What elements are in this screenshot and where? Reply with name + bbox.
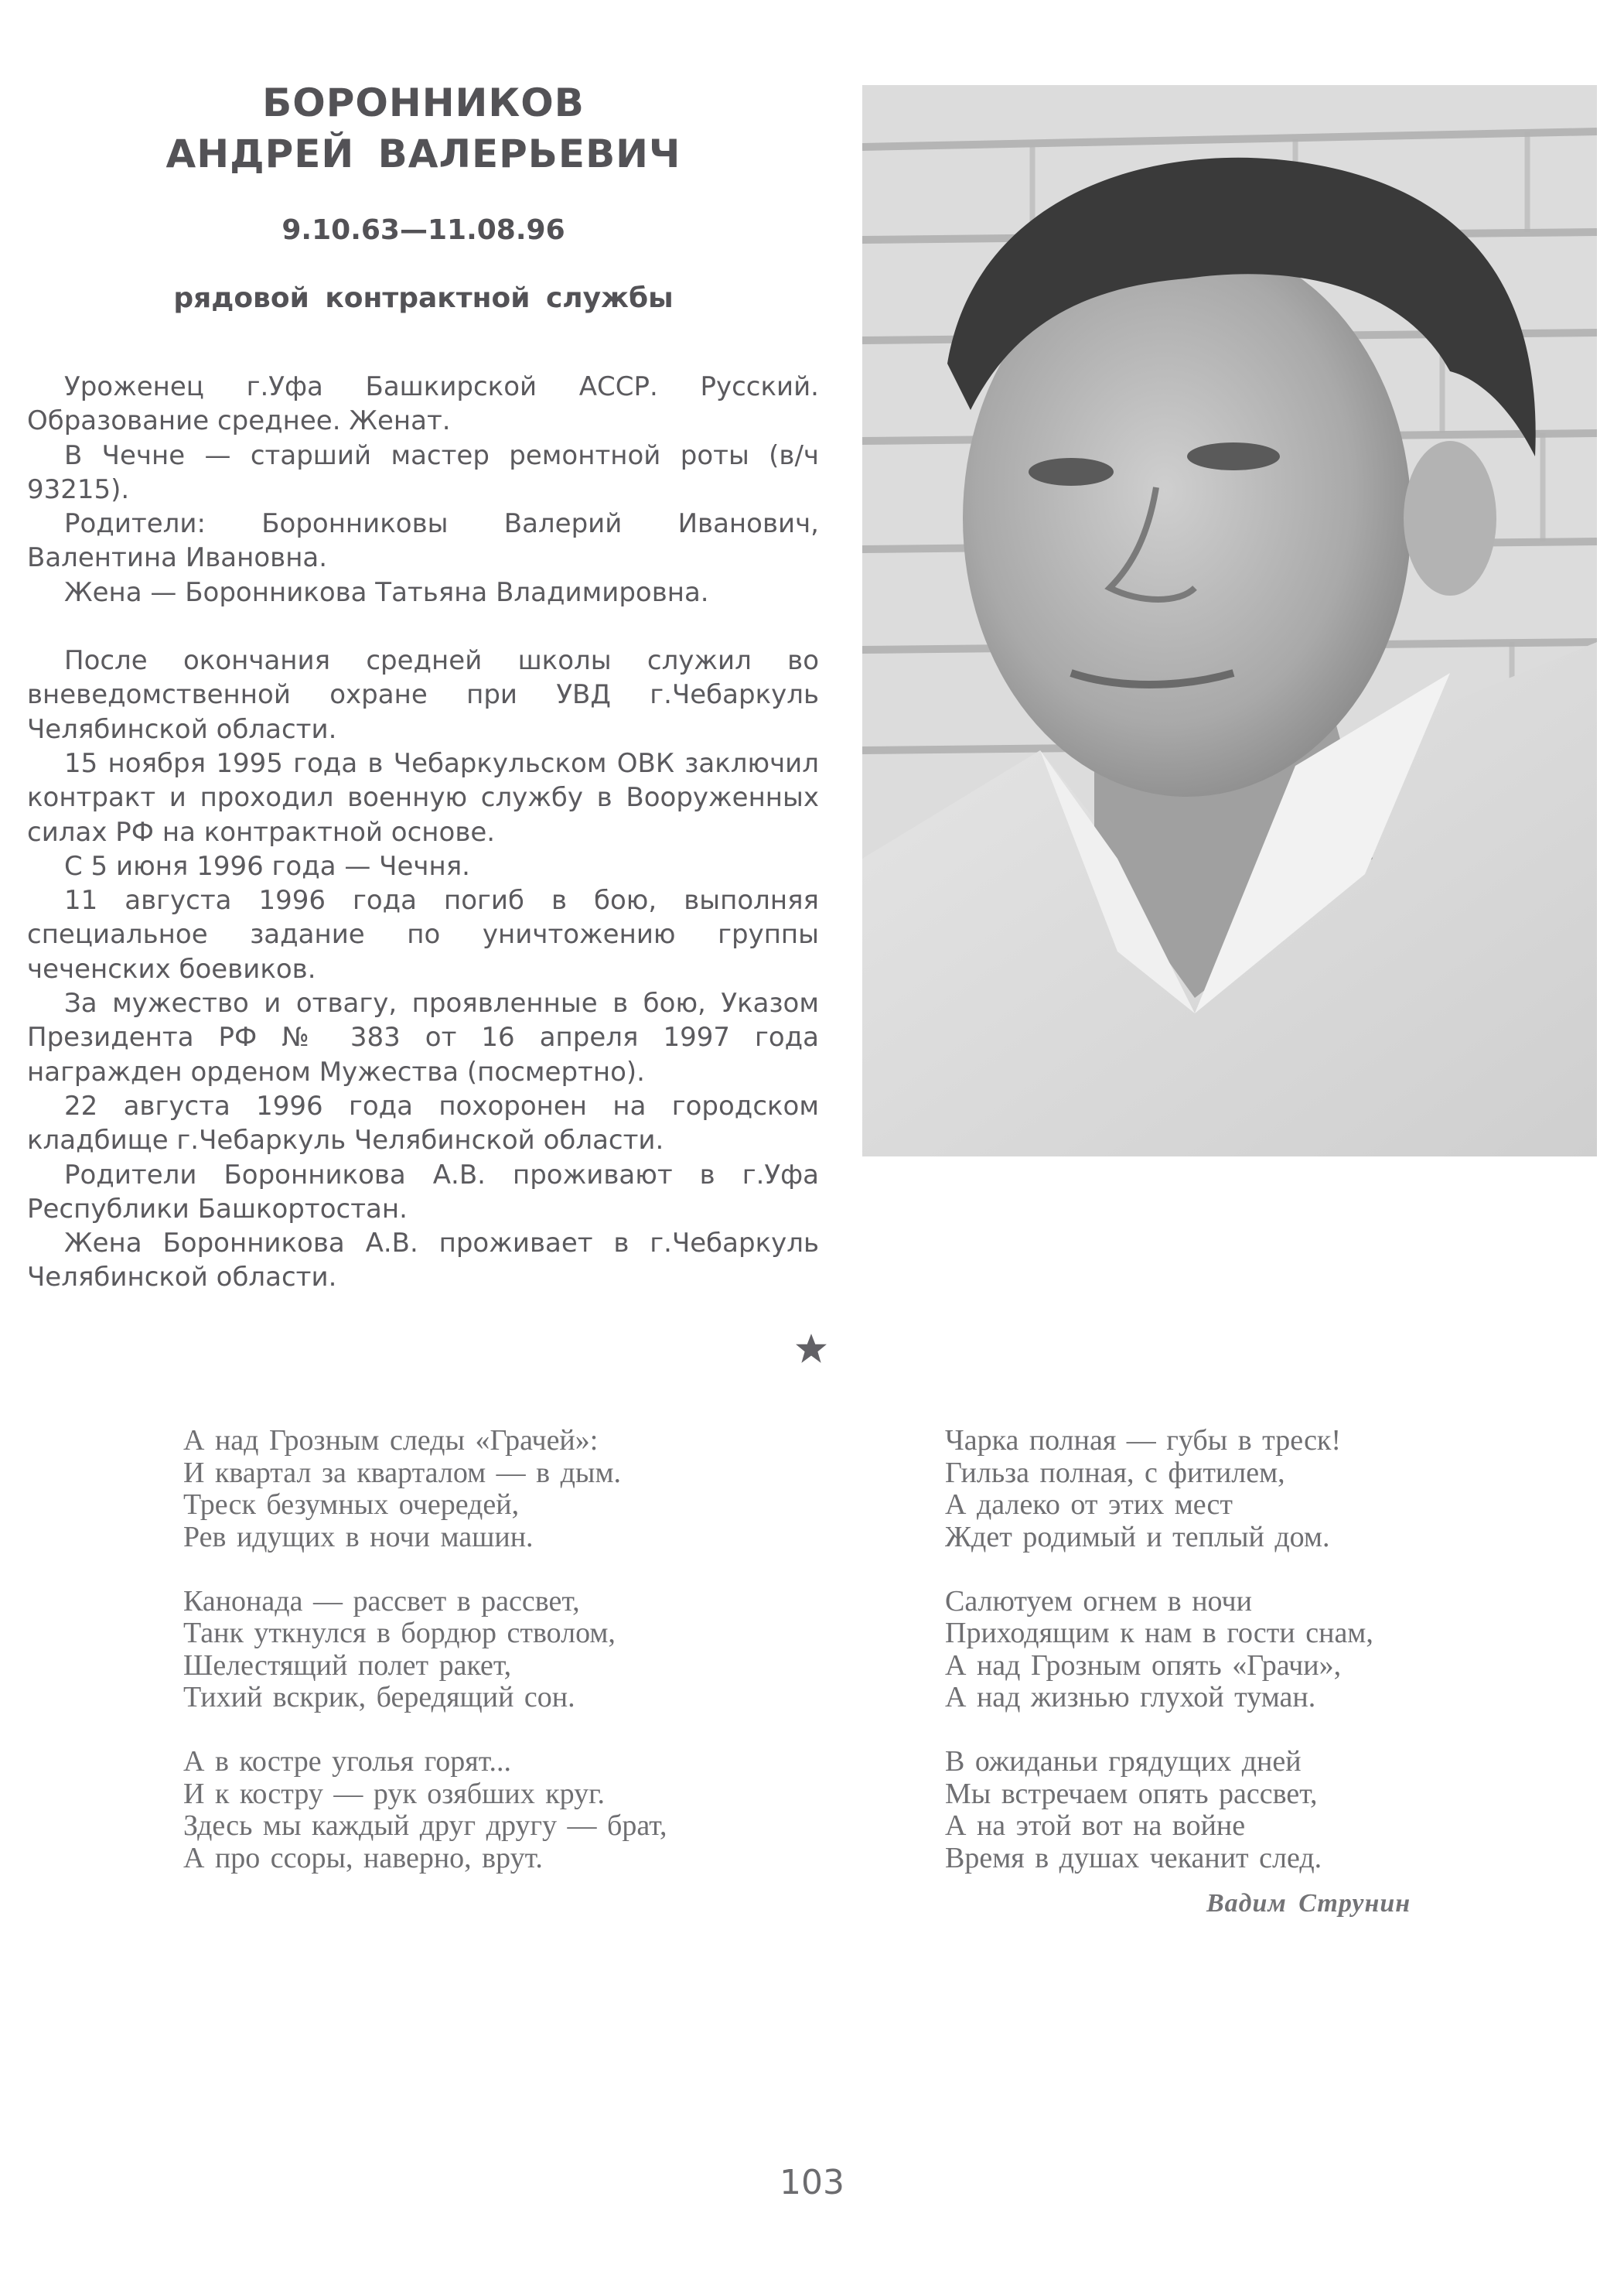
poem-line: А про ссоры, наверно, врут.: [183, 1841, 543, 1874]
poem-line: Приходящим к нам в гости снам,: [945, 1617, 1373, 1649]
bio-paragraph: В Чечне — старший мастер ремонтной роты (в/ч 93215).: [27, 439, 819, 505]
poem-line: И квартал за кварталом — в дым.: [183, 1456, 622, 1489]
poem-line: Танк уткнулся в бордюр стволом,: [183, 1617, 616, 1649]
bio-paragraph: 15 ноября 1995 года в Чебаркульском ОВК заключил контракт и проходил военную службу в Вооруженных силах РФ на контрактной основе.: [27, 747, 819, 848]
paragraph-gap: [27, 610, 819, 644]
poem-stanza: [945, 1746, 1533, 1874]
poem-line: А в костре уголья горят...: [183, 1745, 511, 1778]
poem-line: Салютуем огнем в ночи: [945, 1584, 1252, 1618]
poem-author: Вадим Струнин: [1206, 1889, 1411, 1918]
life-dates: 9.10.63—11.08.96: [281, 214, 565, 246]
bio-paragraph: Родители: Боронниковы Валерий Иванович, Валентина Ивановна.: [27, 508, 819, 574]
poem-line: Тихий вскрик, бередящий сон.: [183, 1681, 575, 1713]
poem-right-column: [945, 1425, 1533, 1874]
poem-stanza: [945, 1425, 1533, 1553]
poem-line: Здесь мы каждый друг другу — брат,: [183, 1809, 667, 1842]
poem-line: Рев идущих в ночи машин.: [183, 1520, 534, 1553]
poem-line: Шелестящий полет ракет,: [183, 1648, 512, 1682]
poem-line: А над жизнью глухой туман.: [945, 1681, 1316, 1713]
poem-stanza: [183, 1425, 817, 1553]
poem-stanza: [183, 1746, 817, 1874]
bio-paragraph: Жена Боронникова А.В. проживает в г.Чебаркуль Челябинской области.: [27, 1228, 819, 1293]
bio-paragraph: Уроженец г.Уфа Башкирской АССР. Русский. Образование среднее. Женат.: [27, 371, 819, 437]
poem-line: Канонада — рассвет в рассвет,: [183, 1584, 580, 1618]
poem-stanza: [183, 1586, 817, 1714]
star-separator-icon: [795, 1332, 827, 1365]
military-rank: рядовой контрактной службы: [173, 282, 674, 314]
given-names-heading: АНДРЕЙ ВАЛЕРЬЕВИЧ: [165, 132, 681, 176]
poem-line: Треск безумных очередей,: [183, 1488, 520, 1521]
bio-paragraph: 22 августа 1996 года похоронен на городском кладбище г.Чебаркуль Челябинской области.: [27, 1090, 819, 1156]
poem-line: И к костру — рук озябших круг.: [183, 1777, 605, 1810]
poem-line: Гильза полная, с фитилем,: [945, 1456, 1285, 1489]
page-number: 103: [780, 2163, 844, 2202]
surname-heading: БОРОННИКОВ: [262, 80, 585, 125]
poem-line: Мы встречаем опять рассвет,: [945, 1777, 1318, 1810]
poem-line: В ожиданьи грядущих дней: [945, 1745, 1302, 1778]
poem-line: Чарка полная — губы в треск!: [945, 1424, 1342, 1457]
person-header: [27, 77, 820, 316]
poem-stanza: [945, 1586, 1533, 1714]
bio-paragraph: Жена — Боронникова Татьяна Владимировна.: [64, 576, 709, 608]
biography: [27, 370, 819, 1295]
poem-line: Время в душах чеканит след.: [945, 1841, 1322, 1874]
bio-paragraph: После окончания средней школы служил во вневедомственной охране при УВД г.Чебаркуль Челябинской области.: [27, 645, 819, 745]
poem-line: А над Грозным следы «Грачей»:: [183, 1424, 599, 1457]
bio-paragraph: Родители Боронникова А.В. проживают в г.Уфа Республики Башкортостан.: [27, 1159, 819, 1225]
star-icon: [795, 1332, 827, 1365]
bio-paragraph: С 5 июня 1996 года — Чечня.: [64, 850, 470, 882]
poem-line: А на этой вот на войне: [945, 1809, 1246, 1842]
bio-paragraph: 11 августа 1996 года погиб в бою, выполняя специальное задание по уничтожению группы чеченских боевиков.: [27, 885, 819, 985]
portrait-photo-icon: [862, 85, 1597, 1156]
bio-paragraph: За мужество и отвагу, проявленные в бою, Указом Президента РФ № 383 от 16 апреля 1997 года награжден орденом Мужества (посмертно).: [27, 988, 819, 1088]
poem-line: Ждет родимый и теплый дом.: [945, 1520, 1330, 1553]
poem-left-column: [183, 1425, 817, 1874]
portrait-photo: [862, 85, 1597, 1156]
poem-line: А над Грозным опять «Грачи»,: [945, 1648, 1342, 1682]
poem-line: А далеко от этих мест: [945, 1488, 1233, 1521]
